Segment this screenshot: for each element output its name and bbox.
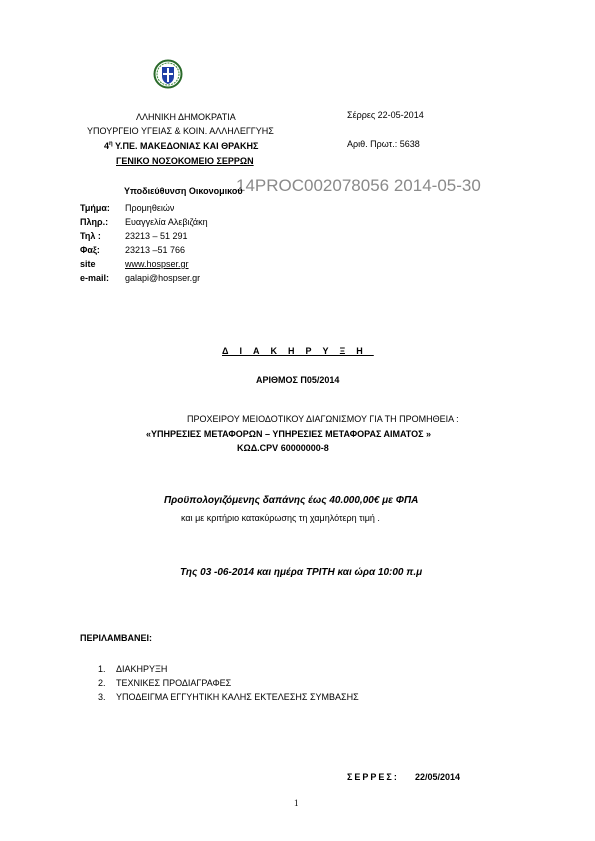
list-item [98,690,359,704]
org-region-ordinal: η [109,141,113,147]
list-item-number: 3. [98,692,106,702]
award-criterion: και με κριτήριο κατακύρωσης τη χαμηλότερη τιμή . [181,513,380,523]
department-label: Τμήμα: [80,203,110,213]
site-label: site [80,259,96,269]
tender-description: ΠΡΟΧΕΙΡΟΥ ΜΕΙΟΔΟΤΙΚΟΥ ΔΙΑΓΩΝΙΣΜΟΥ ΓΙΑ ΤΗ ΠΡΟΜΗΘΕΙΑ : [187,414,459,424]
place-date: Σέρρες 22-05-2014 [347,110,424,120]
email-label: e-mail: [80,273,110,283]
org-hospital-name: ΓΕΝΙΚΟ ΝΟΣΟΚΟΜΕΙΟ ΣΕΡΡΩΝ [116,156,254,166]
org-ministry: ΥΠΟΥΡΓΕΙΟ ΥΓΕΙΑΣ & ΚΟΙΝ. ΑΛΛΗΛΕΓΓΥΗΣ [87,126,274,136]
email-value: galapi@hospser.gr [125,273,201,283]
list-item-text: ΔΙΑΚΗΡΥΞΗ [116,664,168,674]
document-id-stamp: 14PROC002078056 2014-05-30 [236,176,481,195]
site-link[interactable]: www.hospser.gr [125,259,189,269]
department-value: Προμηθειών [125,203,175,213]
phone-value: 23213 – 51 291 [125,231,188,241]
protocol-number: Αριθ. Πρωτ.: 5638 [347,139,420,149]
list-item-number: 2. [98,678,106,688]
greek-emblem-icon [153,59,183,89]
tender-subject: «ΥΠΗΡΕΣΙΕΣ ΜΕΤΑΦΟΡΩΝ – ΥΠΗΡΕΣΙΕΣ ΜΕΤΑΦΟΡΑΣ ΑΙΜΑΤΟΣ » [146,429,432,439]
budget-text: Προϋπολογιζόμενης δαπάνης έως 40.000,00€ με ΦΠΑ [164,495,419,506]
document-title: ΔΙΑΚΗΡΥΞΗ [222,346,374,356]
list-item-text: ΥΠΟΔΕΙΓΜΑ ΕΓΓΥΗΤΙΚΗ ΚΑΛΗΣ ΕΚΤΕΛΕΣΗΣ ΣΥΜΒΑΣΗΣ [116,692,359,702]
list-item [98,676,359,690]
footer-date: 22/05/2014 [415,772,461,782]
list-item [98,662,359,676]
info-value: Ευαγγελία Αλεβιζάκη [125,217,208,227]
page-number: 1 [294,798,299,808]
document-number: ΑΡΙΘΜΟΣ Π05/2014 [256,375,340,385]
footer-place: ΣΕΡΡΕΣ: [347,772,399,782]
org-greek-republic: ΛΛΗΝΙΚΗ ΔΗΜΟΚΡΑΤΙΑ [136,112,236,122]
includes-list [98,662,359,704]
fax-value: 23213 –51 766 [125,245,186,255]
fax-label: Φαξ: [80,245,100,255]
org-health-region [104,141,258,151]
subdirectorate-label: Υποδιεύθυνση Οικονομικού [124,186,243,196]
phone-label: Τηλ : [80,231,101,241]
includes-heading: ΠΕΡΙΛΑΜΒΑΝΕΙ: [80,633,153,643]
org-region-name: Υ.ΠΕ. ΜΑΚΕΔΟΝΙΑΣ ΚΑΙ ΘΡΑΚΗΣ [112,141,259,151]
cpv-code: ΚΩΔ.CPV 60000000-8 [237,443,329,453]
list-item-text: ΤΕΧΝΙΚΕΣ ΠΡΟΔΙΑΓΡΑΦΕΣ [116,678,232,688]
info-label: Πληρ.: [80,217,109,227]
org-region-number: 4 [104,141,110,151]
tender-datetime: Της 03 -06-2014 και ημέρα ΤΡΙΤΗ και ώρα 10:00 π.μ [180,567,423,578]
list-item-number: 1. [98,664,106,674]
